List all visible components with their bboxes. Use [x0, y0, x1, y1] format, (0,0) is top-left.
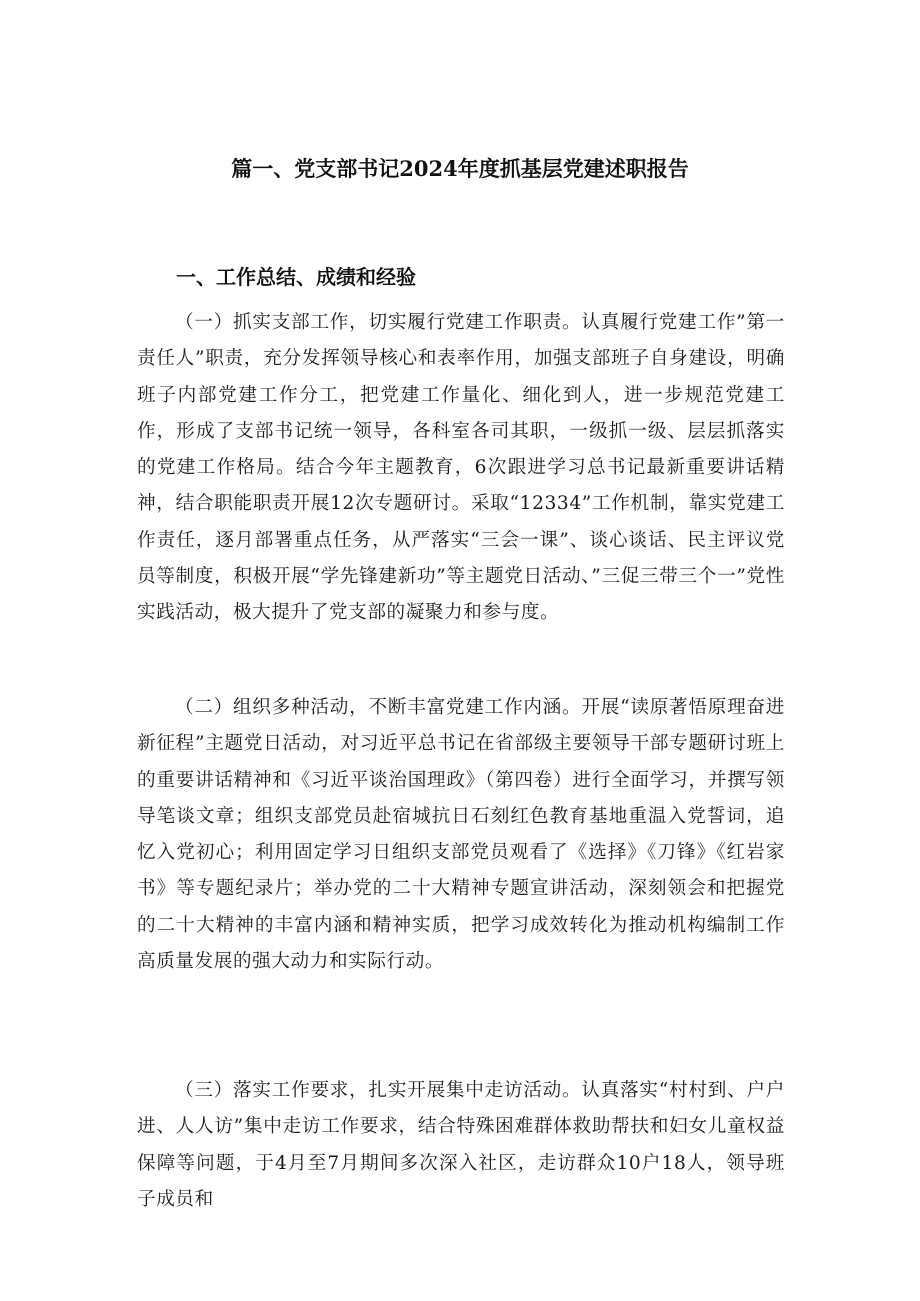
paragraph-3: （三）落实工作要求，扎实开展集中走访活动。认真落实“村村到、户户进、人人访”集中走访工作要求，结合特殊困难群体救助帮扶和妇女儿童权益保障等问题，于4月至7月期间多次深入社区，走访群众10户18人，领导班子成员和 [137, 1080, 785, 1210]
paragraph-2: （二）组织多种活动，不断丰富党建工作内涵。开展“读原著悟原理奋进新征程”主题党日活动，对习近平总书记在省部级主要领导干部专题研讨班上的重要讲话精神和《习近平谈治国理政》（第四卷）进行全面学习，并撰写领导笔谈文章；组织支部党员赴宿城抗日石刻红色教育基地重温入党誓词，追忆入党初心；利用固定学习日组织支部党员观看了《选择》《刀锋》《红岩家书》等专题纪录片；举办党的二十大精神专题宣讲活动，深刻领会和把握党的二十大精神的丰富内涵和精神实质，把学习成效转化为推动机构编制工作高质量发展的强大动力和实际行动。 [137, 697, 785, 973]
paragraph-1: （一）抓实支部工作，切实履行党建工作职责。认真履行党建工作”第一责任人”职责，充分发挥领导核心和表率作用，加强支部班子自身建设，明确班子内部党建工作分工，把党建工作量化、细化到人，进一步规范党建工作，形成了支部书记统一领导，各科室各司其职，一级抓一级、层层抓落实的党建工作格局。结合今年主题教育，6次跟进学习总书记最新重要讲话精神，结合职能职责开展12次专题研讨。采取“12334”工作机制，靠实党建工作责任，逐月部署重点任务，从严落实“三会一课”、谈心谈话、民主评议党员等制度，积极开展“学先锋建新功”等主题党日活动、”三促三带三个一”党性实践活动，极大提升了党支部的凝聚力和参与度。 [137, 312, 785, 624]
document-title: 篇一、党支部书记2024年度抓基层党建述职报告 [231, 156, 689, 181]
section-heading: 一、工作总结、成绩和经验 [176, 265, 416, 289]
